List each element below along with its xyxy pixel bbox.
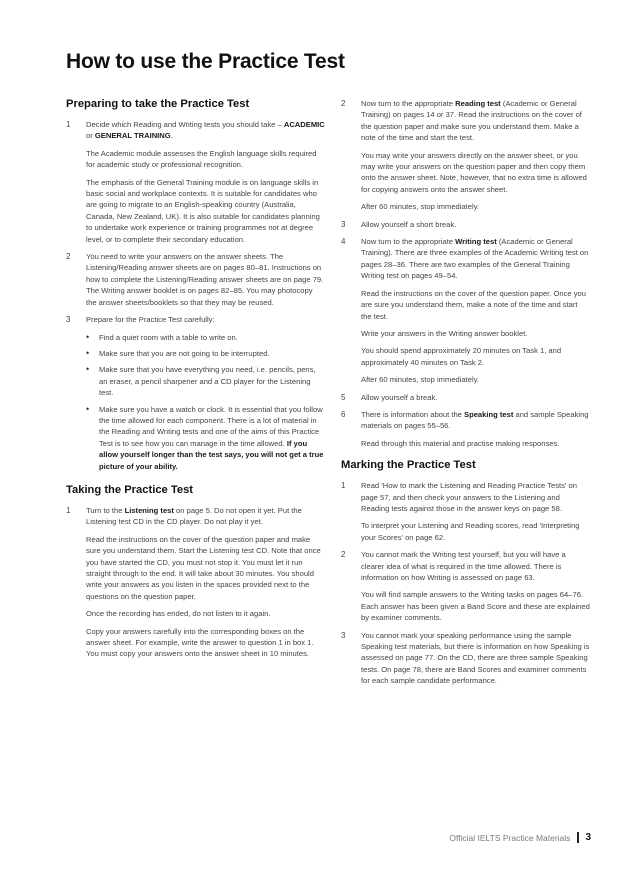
footer-label: Official IELTS Practice Materials	[449, 832, 571, 843]
bullet-icon: •	[86, 403, 90, 414]
bullet-list	[86, 332, 325, 472]
footer-divider	[577, 832, 579, 843]
item-number: 1	[66, 505, 71, 515]
paragraph: Once the recording has ended, do not listen to it again.	[86, 609, 271, 619]
taking-item-3	[341, 219, 590, 230]
paragraph: You cannot mark your speaking performance using the sample Speaking test materials, but there is information on how Speaking is assessed on page 77. On the CD, there are three sample Speaking tests. On page 78, there are Band Scores and examiner comments for each sample candidate performance.	[361, 630, 590, 686]
paragraph: After 60 minutes, stop immediately.	[361, 202, 480, 212]
list-item: • Find a quiet room with a table to write on.	[86, 331, 238, 342]
paragraph: You may write your answers directly on the answer sheet, or you may write your answers on the question paper and then copy them onto the answer sheet. Note, however, that no extra time is allowed for copying answers onto the answer sheet.	[361, 150, 587, 194]
paragraph: Read 'How to mark the Listening and Reading Practice Tests' on page 57, and then check your answers to the Listening and Reading tests against those in the answer keys on page 58.	[361, 481, 577, 513]
page-title: How to use the Practice Test	[66, 50, 345, 73]
paragraph: Prepare for the Practice Test carefully:	[86, 315, 215, 325]
paragraph: Turn to the Listening test on page 5. Do not open it yet. Put the Listening test CD in the CD player. Do not play it yet.	[86, 505, 302, 527]
paragraph: Now turn to the appropriate Writing test (Academic or General Training). There are three examples of the Academic Writing test on pages 28–36. There are two examples of the General Training Writing test on pages 49–54.	[361, 237, 589, 281]
marking-item-3	[341, 630, 590, 687]
speaking-test-label: Speaking test	[464, 409, 514, 419]
paragraph: Read the instructions on the cover of the question paper. Once you are sure you understand them, make a note of the time and start the test.	[361, 288, 587, 321]
bullet-icon: •	[86, 364, 90, 375]
preparing-item-2	[66, 251, 325, 308]
paragraph: After 60 minutes, stop immediately.	[361, 375, 480, 385]
preparing-item-1	[66, 119, 325, 245]
paragraph: Write your answers in the Writing answer booklet.	[361, 328, 528, 338]
item-number: 5	[341, 392, 346, 402]
item-number: 1	[341, 481, 346, 491]
listening-test-label: Listening test	[124, 505, 174, 515]
writing-test-label: Writing test	[455, 237, 497, 247]
item-number: 2	[341, 550, 346, 560]
paragraph: You need to write your answers on the answer sheets. The Listening/Reading answer sheets are on pages 80–81. Instructions on how to complete the Listening/Reading answer sheets are on page 79. The Writing answer booklet is on pages 82–85. You may photocopy the answer sheets/booklets so that they may be reused.	[86, 252, 324, 307]
emphasis-text: If you allow yourself longer than the test says, you will not get a true picture of your ability.	[99, 438, 324, 471]
page-footer	[449, 832, 591, 843]
preparing-item-3	[66, 314, 325, 472]
taking-item-4	[341, 236, 590, 385]
paragraph: There is information about the Speaking test and sample Speaking materials on pages 55–56.	[361, 409, 589, 431]
section-heading-marking: Marking the Practice Test	[341, 459, 476, 472]
list-item: • Make sure that you have everything you need, i.e. pencils, pens, an eraser, a pencil sharpener and a CD player for the Listening test.	[86, 364, 316, 398]
item-number: 2	[66, 252, 71, 262]
section-heading-taking: Taking the Practice Test	[66, 483, 194, 496]
taking-item-6	[341, 409, 590, 449]
taking-item-2	[341, 98, 590, 213]
item-number: 4	[341, 237, 346, 247]
list-item: • Make sure that you are not going to be interrupted.	[86, 347, 270, 358]
item-number: 3	[66, 315, 71, 325]
page-number: 3	[585, 832, 591, 843]
marking-item-2	[341, 549, 590, 623]
paragraph: To interpret your Listening and Reading scores, read 'Interpreting your Scores' on page 62.	[361, 521, 580, 542]
item-number: 6	[341, 409, 346, 419]
paragraph: The emphasis of the General Training module is on language skills in basic social and workplace contexts. It is suitable for candidates who are going to migrate to an English-speaking country (Australia, Canada, New Zealand, UK). It is also suitable for candidates planning to undertake work experience or training programmes not at degree level, or to complete their secondary education.	[86, 177, 320, 244]
marking-item-1	[341, 480, 590, 543]
section-heading-preparing: Preparing to take the Practice Test	[66, 98, 250, 110]
academic-label: ACADEMIC	[283, 120, 325, 129]
general-training-label: GENERAL TRAINING	[94, 131, 171, 141]
paragraph: You will find sample answers to the Writing tasks on pages 64–76. Each answer has been given a Band Score and these are explained by examiner comments.	[361, 590, 590, 623]
list-item: • Make sure you have a watch or clock. It is essential that you follow the time allowed for each component. There is a lot of material in the Reading and Writing tests and one of the aims of this Practice Test is to see how you can manage in the time allowed. If you allow yourself longer than the test says, you will not get a true picture of your ability.	[86, 403, 324, 471]
paragraph: The Academic module assesses the English language skills required for academic study or professional recognition.	[86, 148, 317, 170]
bullet-icon: •	[86, 331, 90, 342]
bullet-icon: •	[86, 347, 90, 358]
paragraph: Read through this material and practise making responses.	[361, 438, 560, 448]
item-number: 1	[66, 120, 71, 129]
paragraph: Allow yourself a break.	[361, 392, 438, 402]
paragraph: You cannot mark the Writing test yourself, but you will have a clearer idea of what is required in the time allowed. There is information on how Writing is assessed on page 63.	[361, 550, 566, 582]
paragraph: Read the instructions on the cover of the question paper and make sure you understand them. Start the Listening test CD. Note that once you have started the CD, you must not stop it. You must let it run straight through to the end. It will take about 30 minutes. You should write your answers as you listen in the spaces provided next to the questions on the question paper.	[86, 534, 321, 601]
paragraph: Copy your answers carefully into the corresponding boxes on the answer sheet. For example, write the answer to question 1 in box 1. You must copy your answers onto the answer sheet in 10 minutes.	[86, 626, 314, 659]
right-column	[341, 98, 590, 693]
left-column	[66, 98, 325, 666]
item-number: 3	[341, 630, 346, 640]
taking-item-5	[341, 392, 590, 403]
item-number: 2	[341, 99, 346, 108]
paragraph: Decide which Reading and Writing tests you should take – ACADEMIC or GENERAL TRAINING.	[86, 120, 325, 141]
paragraph: Now turn to the appropriate Reading test (Academic or General Training) on pages 14 or 37. Read the instructions on the cover of the question paper and make sure you understand them. Make a note of the time and start the test.	[361, 99, 582, 143]
paragraph: You should spend approximately 20 minutes on Task 1, and approximately 40 minutes on Task 2.	[361, 346, 562, 367]
item-number: 3	[341, 219, 346, 229]
paragraph: Allow yourself a short break.	[361, 219, 457, 229]
reading-test-label: Reading test	[455, 99, 501, 108]
taking-item-1	[66, 505, 325, 660]
